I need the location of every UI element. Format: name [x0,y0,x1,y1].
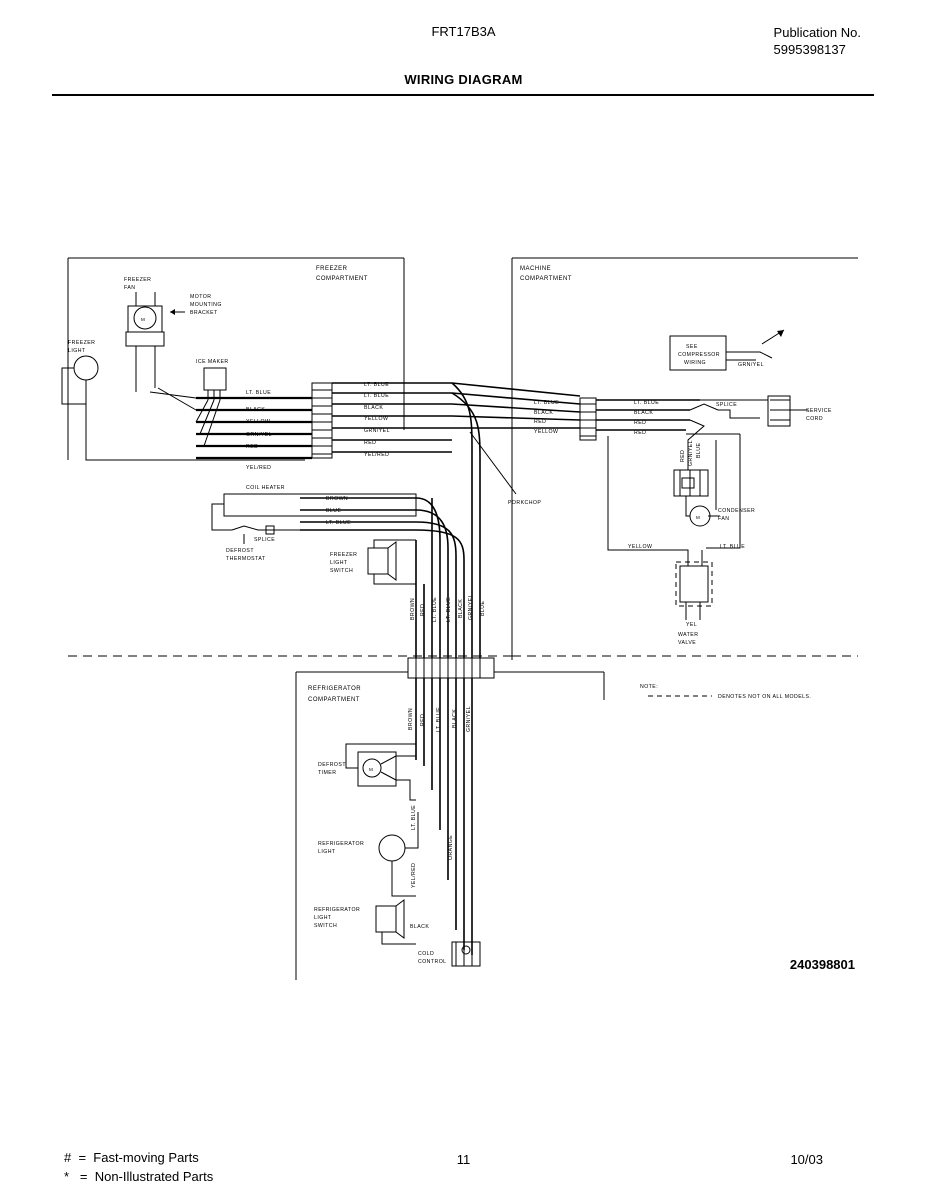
label-refrigerator-compartment-line2: COMPARTMENT [308,697,360,703]
refrigerator-light-switch-body [376,906,396,932]
label-motor-mounting-1: MOTOR [190,294,212,300]
wlabel-grnyel-vert2: GRN/YEL [468,594,474,620]
label-see-compressor-1: SEE [686,344,698,350]
wlabel-lt-blue-vert: LT. BLUE [432,596,438,622]
wlabel-blue-coil: BLUE [326,508,342,514]
wlabel-brown-vert: BROWN [410,597,416,620]
wlabel-yellow-m1: YELLOW [534,429,559,435]
svg-text:M: M [696,515,701,520]
label-freezer-light-1: FREEZER [68,340,96,346]
defrost-timer-body [358,752,396,786]
label-condenser-fan-1: CONDENSER [718,508,756,514]
wlabel-brown-low: BROWN [408,707,414,730]
wlabel-black-low: BLACK [452,708,458,728]
wlabel-orange-ref: ORANGE [448,834,454,860]
wlabel-yel-valve: YEL [686,622,698,628]
page-model-number: FRT17B3A [431,24,496,39]
freezer-light-bulb [74,356,98,380]
label-machine-compartment-line2: COMPARTMENT [520,276,572,282]
label-refrigerator-light-2: LIGHT [318,849,336,855]
label-water-valve-1: WATER [678,632,699,638]
label-refrigerator-compartment-line1: REFRIGERATOR [308,686,362,692]
label-defrost-thermostat-1: DEFROST [226,548,254,554]
wlabel-red-b: RED [364,440,377,446]
wlabel-lt-blue-m2: LT. BLUE [634,400,660,406]
wlabel-grnyel-m: GRN/YEL [738,362,764,368]
wlabel-red-vert2: RED [420,603,426,616]
legend-fast-moving: # = Fast-moving Parts [64,1150,199,1165]
freezer-connector-block [312,383,332,458]
label-defrost-thermostat-2: THERMOSTAT [226,556,266,562]
water-valve-body [680,566,708,602]
label-ice-maker: ICE MAKER [196,359,229,365]
page-number: 11 [456,1152,471,1167]
wlabel-yellow-b: YELLOW [364,416,389,422]
label-water-valve-2: VALVE [678,640,697,646]
wlabel-lt-blue-vert2: LT. BLUE [446,596,452,622]
wlabel-black-b: BLACK [364,405,384,411]
label-note-heading: NOTE: [640,684,659,690]
label-ref-light-switch-2: LIGHT [314,915,332,921]
wlabel-yelred-b: YEL/RED [364,452,390,458]
freezer-fan-bracket [126,332,164,346]
label-service-cord-1: SERVICE [806,408,832,414]
wlabel-yelred-ref: YEL/RED [411,862,417,888]
wlabel-lt-blue-c: LT. BLUE [364,393,390,399]
label-freezer-compartment-line2: COMPARTMENT [316,276,368,282]
label-coil-heater: COIL HEATER [246,485,285,491]
wlabel-yelred-a: YEL/RED [246,465,272,471]
wlabel-lt-blue-low: LT. BLUE [436,706,442,732]
ice-maker-connector [204,368,226,390]
label-freezer-compartment-line1: FREEZER [316,266,348,272]
label-service-cord-2: CORD [806,416,824,422]
label-porkchop: PORKCHOP [508,500,542,506]
wlabel-red-vert: RED [680,449,686,462]
label-cold-control-2: CONTROL [418,959,447,965]
label-freezer-fan-line2: FAN [124,285,136,291]
wlabel-black-ref: BLACK [410,924,430,930]
label-splice-machine: SPLICE [716,402,738,408]
label-machine-compartment-line1: MACHINE [520,266,552,272]
wlabel-blue-vert2: BLUE [480,600,486,616]
wlabel-yellow-a: YELLOW [246,419,271,425]
publication-number: 5995398137 [773,42,846,57]
wlabel-brown-coil: BROWN [326,496,349,502]
wlabel-grnyel-a: GRN/YEL [246,432,272,438]
wlabel-red-m1: RED [534,419,547,425]
wlabel-black-m1: BLACK [534,410,554,416]
label-splice-freezer: SPLICE [254,537,276,543]
label-freezer-light-switch-1: FREEZER [330,552,358,558]
svg-text:M: M [141,317,146,322]
wlabel-black-a: BLACK [246,407,266,413]
wlabel-grnyel-low: GRN/YEL [466,706,472,732]
label-freezer-fan-line1: FREEZER [124,277,152,283]
wlabel-black-vert: BLACK [458,598,464,618]
label-refrigerator-light-1: REFRIGERATOR [318,841,365,847]
label-motor-mounting-3: BRACKET [190,310,218,316]
wlabel-yellow-wv: YELLOW [628,544,653,550]
label-see-compressor-2: COMPRESSOR [678,352,720,358]
label-ref-light-switch-3: SWITCH [314,923,338,929]
wlabel-red-m2: RED [634,420,647,426]
wlabel-blue-vert: BLUE [696,442,702,458]
page-title: WIRING DIAGRAM [404,72,523,87]
label-freezer-light-2: LIGHT [68,348,86,354]
middle-connector-block [408,658,494,678]
legend-non-illustrated: * = Non-Illustrated Parts [64,1169,214,1184]
label-condenser-fan-2: FAN [718,516,730,522]
diagram-part-number: 240398801 [789,957,855,972]
label-defrost-timer-2: TIMER [318,770,337,776]
wlabel-grnyel-vert: GRN/YEL [688,440,694,466]
label-freezer-light-switch-2: LIGHT [330,560,348,566]
label-motor-mounting-2: MOUNTING [190,302,222,308]
svg-text:M: M [369,767,374,772]
wlabel-red-low: RED [420,713,426,726]
wlabel-lt-blue-b: LT. BLUE [364,382,390,388]
label-see-compressor-3: WIRING [684,360,707,366]
label-defrost-timer-1: DEFROST [318,762,346,768]
publication-label: Publication No. [773,25,861,40]
wlabel-red-a: RED [246,444,259,450]
label-ref-light-switch-1: REFRIGERATOR [314,907,361,913]
condenser-fan-mount [674,470,708,496]
label-freezer-light-switch-3: SWITCH [330,568,354,574]
freezer-light-switch-body [368,548,388,574]
footer-date: 10/03 [790,1152,823,1167]
wlabel-lt-blue-m1: LT. BLUE [534,400,560,406]
wlabel-lt-blue-a: LT. BLUE [246,390,272,396]
label-cold-control-1: COLD [418,951,435,957]
label-note-text: DENOTES NOT ON ALL MODELS. [718,694,812,700]
wlabel-lt-blue-ref: LT. BLUE [411,804,417,830]
wlabel-red-m3: RED [634,430,647,436]
wlabel-lt-blue-coil: LT. BLUE [326,520,352,526]
refrigerator-light-bulb [379,835,405,861]
wlabel-lt-blue-wv: LT. BLUE [720,544,746,550]
wlabel-black-m2: BLACK [634,410,654,416]
wlabel-grnyel-b: GRN/YEL [364,428,390,434]
